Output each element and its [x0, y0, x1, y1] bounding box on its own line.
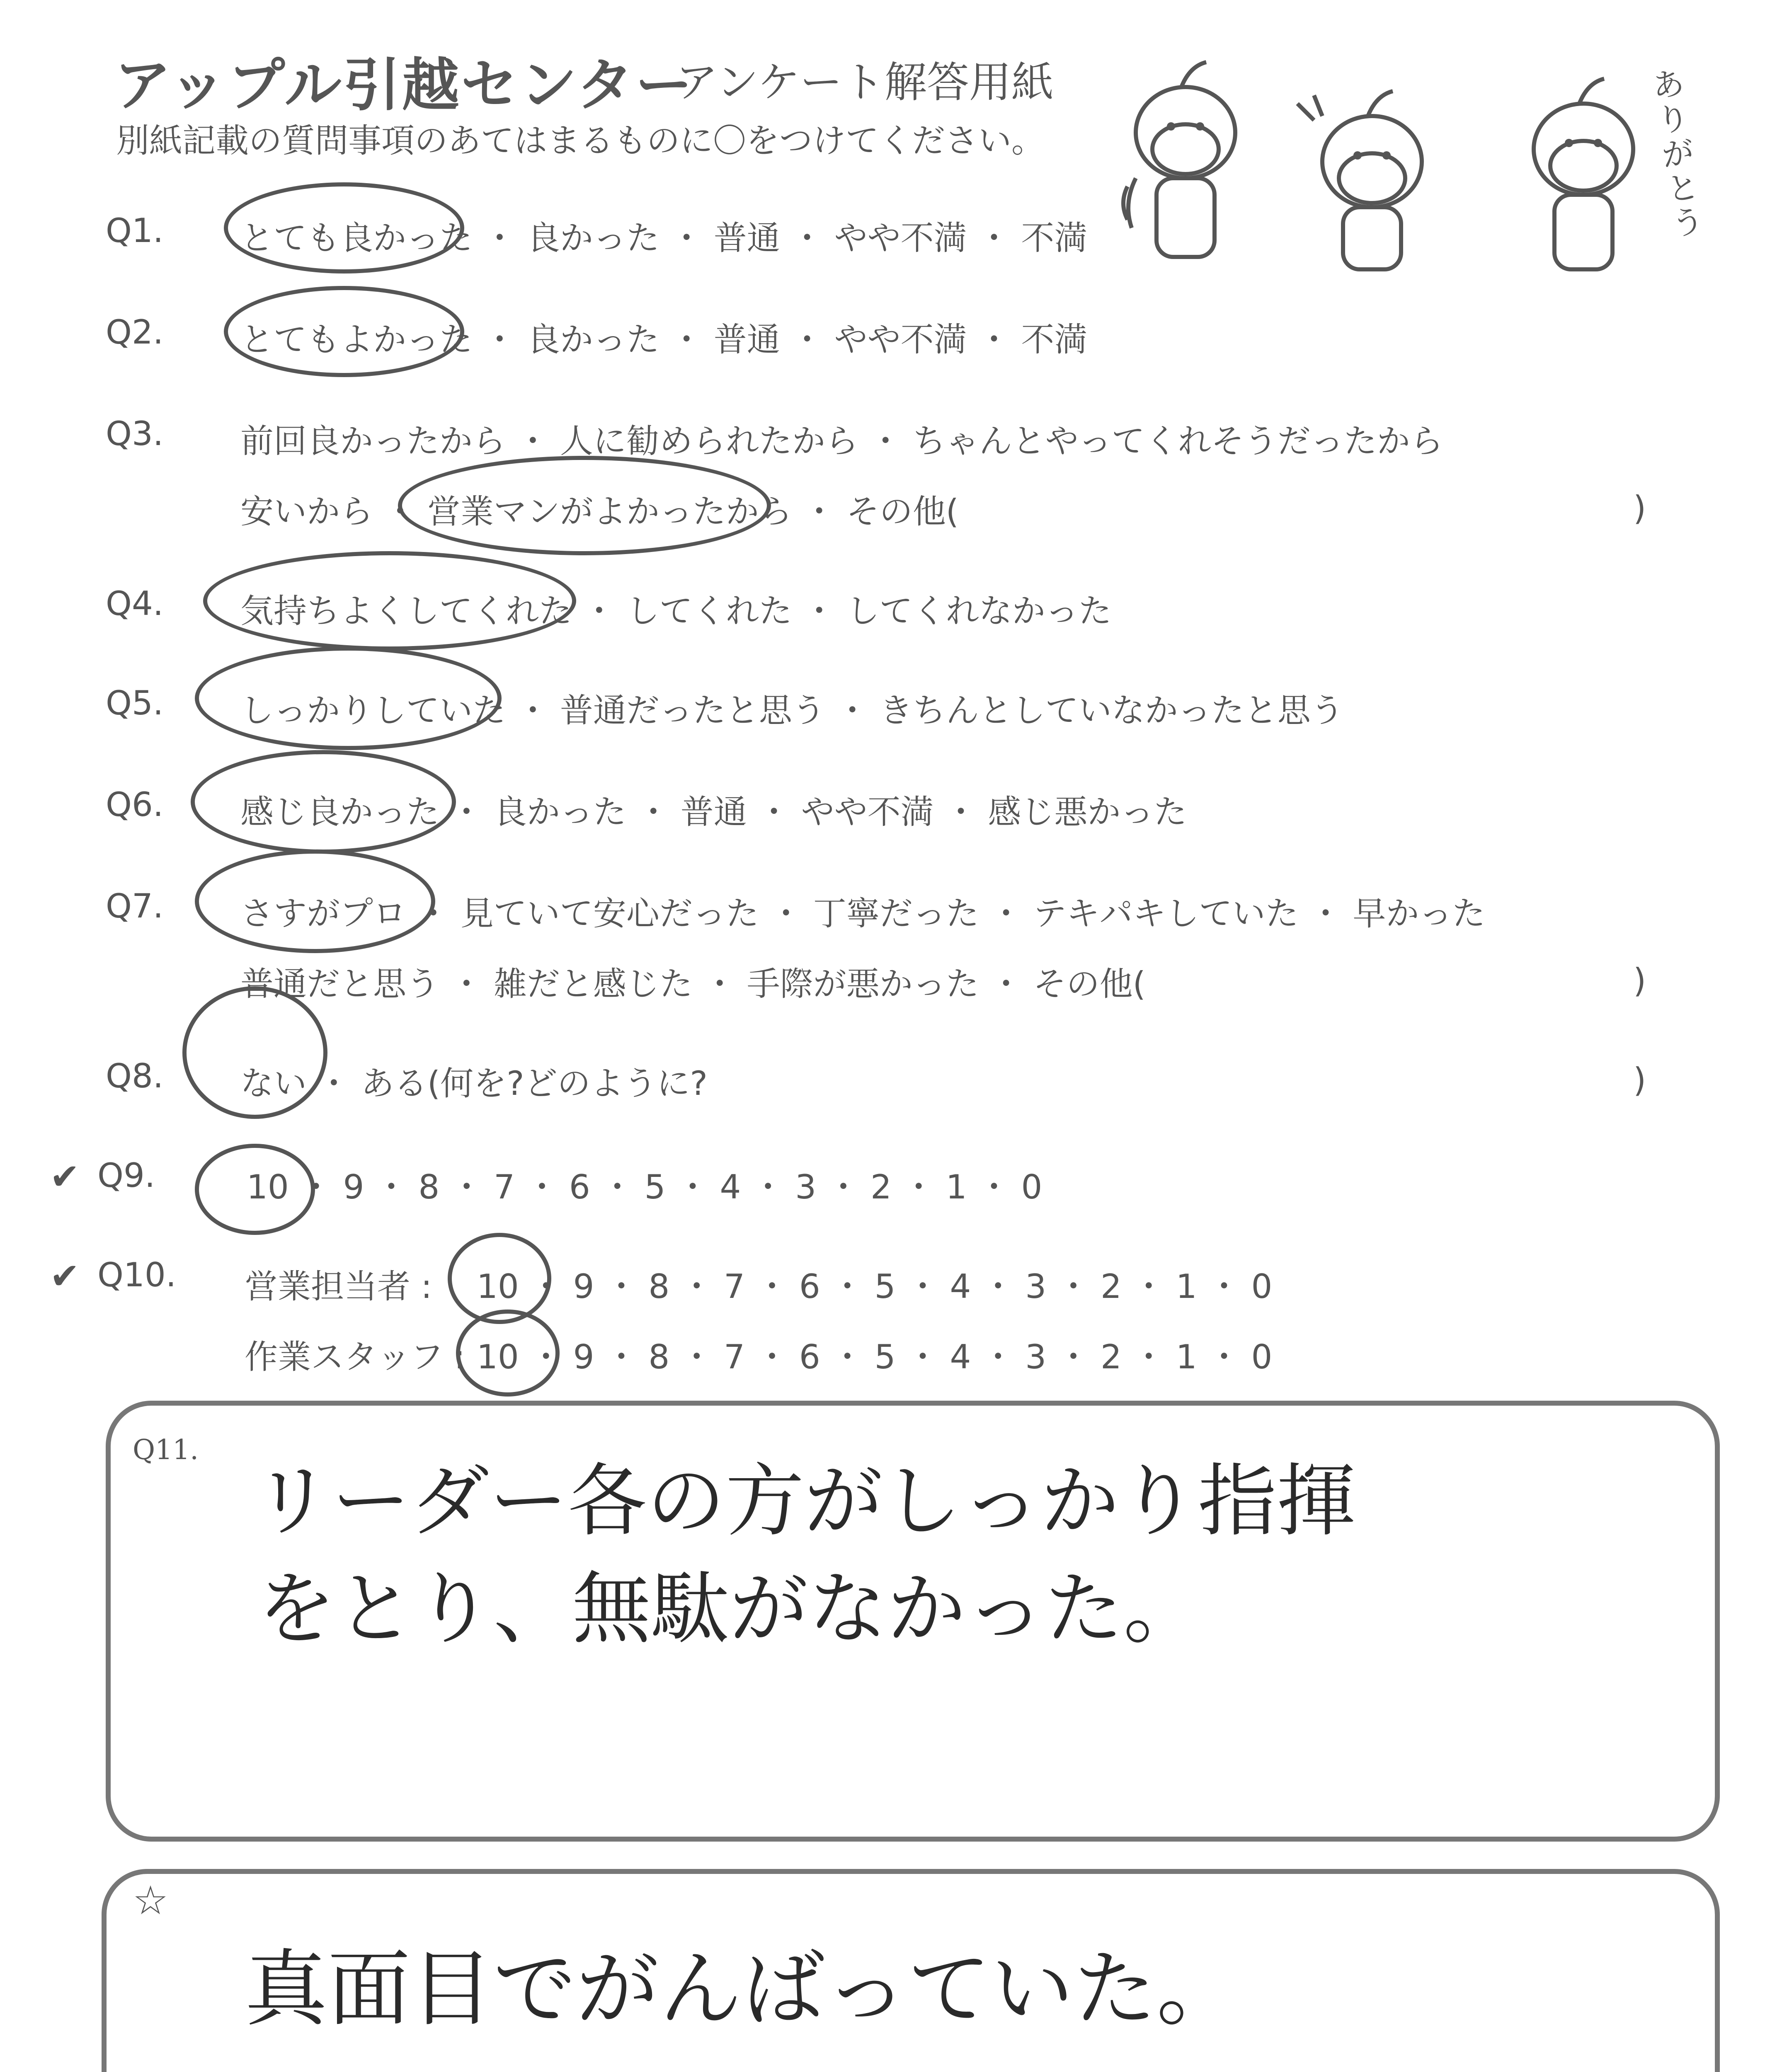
comment-line1: 真面目でがんばっていた。 [245, 1941, 1240, 2038]
q10-sales-label: 営業担当者 : [245, 1267, 432, 1306]
q1-label: Q1. [106, 211, 164, 250]
monkey-mascots-illustration [1119, 54, 1708, 286]
q6-label: Q6. [106, 785, 164, 824]
mascot-caption: ありがとう [1650, 64, 1706, 243]
q2-selection-circle [224, 286, 464, 377]
q1-selection-circle [224, 182, 464, 274]
q9-check-mark: ✔ [50, 1156, 80, 1198]
q7-close-paren: ) [1633, 961, 1646, 1000]
q5-label: Q5. [106, 684, 164, 722]
q4-selection-circle [203, 551, 576, 651]
q5-selection-circle [195, 646, 502, 750]
q10-staff-scale[interactable]: 10 ・ 9 ・ 8 ・ 7 ・ 6 ・ 5 ・ 4 ・ 3 ・ 2 ・ 1 ・ 0 [477, 1338, 1273, 1376]
q11-answer-line1: リーダー各の方がしっかり指揮 [253, 1455, 1356, 1547]
q4-label: Q4. [106, 584, 164, 623]
form-subtitle: アンケート解答用紙 [676, 58, 1054, 107]
q8-selection-circle [182, 986, 327, 1119]
q8-options[interactable]: ない ・ ある(何を?どのように? [240, 1064, 708, 1103]
q8-close-paren: ) [1633, 1061, 1646, 1099]
q3-options-line2[interactable]: 安いから ・ 営業マンがよかったから ・ その他( [240, 492, 959, 531]
q9-selection-circle [195, 1144, 315, 1235]
q9-label: Q9. [97, 1156, 155, 1195]
q9-scale[interactable]: 10 ・ 9 ・ 8 ・ 7 ・ 6 ・ 5 ・ 4 ・ 3 ・ 2 ・ 1 ・ 0 [247, 1168, 1043, 1206]
q5-options[interactable]: しっかりしていた ・ 普通だったと思う ・ きちんとしていなかったと思う [240, 691, 1344, 730]
q7-label: Q7. [106, 887, 164, 925]
q10-staff-label: 作業スタッフ : [245, 1338, 466, 1376]
q10-sales-scale[interactable]: 10 ・ 9 ・ 8 ・ 7 ・ 6 ・ 5 ・ 4 ・ 3 ・ 2 ・ 1 ・ 0 [477, 1267, 1273, 1306]
form-title: アップル引越センター [114, 52, 694, 119]
q7-options-line2[interactable]: 普通だと思う ・ 雑だと感じた ・ 手際が悪かった ・ その他( [240, 965, 1146, 1003]
star-icon: ☆ [133, 1877, 169, 1924]
q10-label: Q10. [97, 1256, 177, 1294]
q2-options[interactable]: とてもよかった ・ 良かった ・ 普通 ・ やや不満 ・ 不満 [240, 320, 1088, 359]
q11-answer-line2: をとり、無駄がなかった。 [257, 1563, 1203, 1655]
q1-options[interactable]: とても良かった ・ 良かった ・ 普通 ・ やや不満 ・ 不満 [240, 219, 1088, 257]
instruction-text: 別紙記載の質問事項のあてはまるものに〇をつけてください。 [116, 121, 1045, 160]
q8-label: Q8. [106, 1057, 164, 1095]
q10-staff-selection-circle [456, 1310, 560, 1397]
q7-options-line1[interactable]: さすがプロ ・ 見ていて安心だった ・ 丁寧だった ・ テキパキしていた ・ 早かった [240, 894, 1486, 933]
q3-options-line1[interactable]: 前回良かったから ・ 人に勧められたから ・ ちゃんとやってくれそうだったから [240, 422, 1443, 460]
q11-label: Q11. [133, 1434, 199, 1466]
q2-label: Q2. [106, 313, 164, 351]
q6-options[interactable]: 感じ良かった ・ 良かった ・ 普通 ・ やや不満 ・ 感じ悪かった [240, 793, 1187, 831]
q6-selection-circle [191, 750, 456, 854]
q3-label: Q3. [106, 414, 164, 453]
q10-check-mark: ✔ [50, 1256, 80, 1297]
q4-options[interactable]: 気持ちよくしてくれた ・ してくれた ・ してくれなかった [240, 592, 1112, 630]
q3-selection-circle [398, 456, 771, 555]
q7-selection-circle [195, 850, 435, 953]
q3-close-paren: ) [1633, 489, 1646, 528]
